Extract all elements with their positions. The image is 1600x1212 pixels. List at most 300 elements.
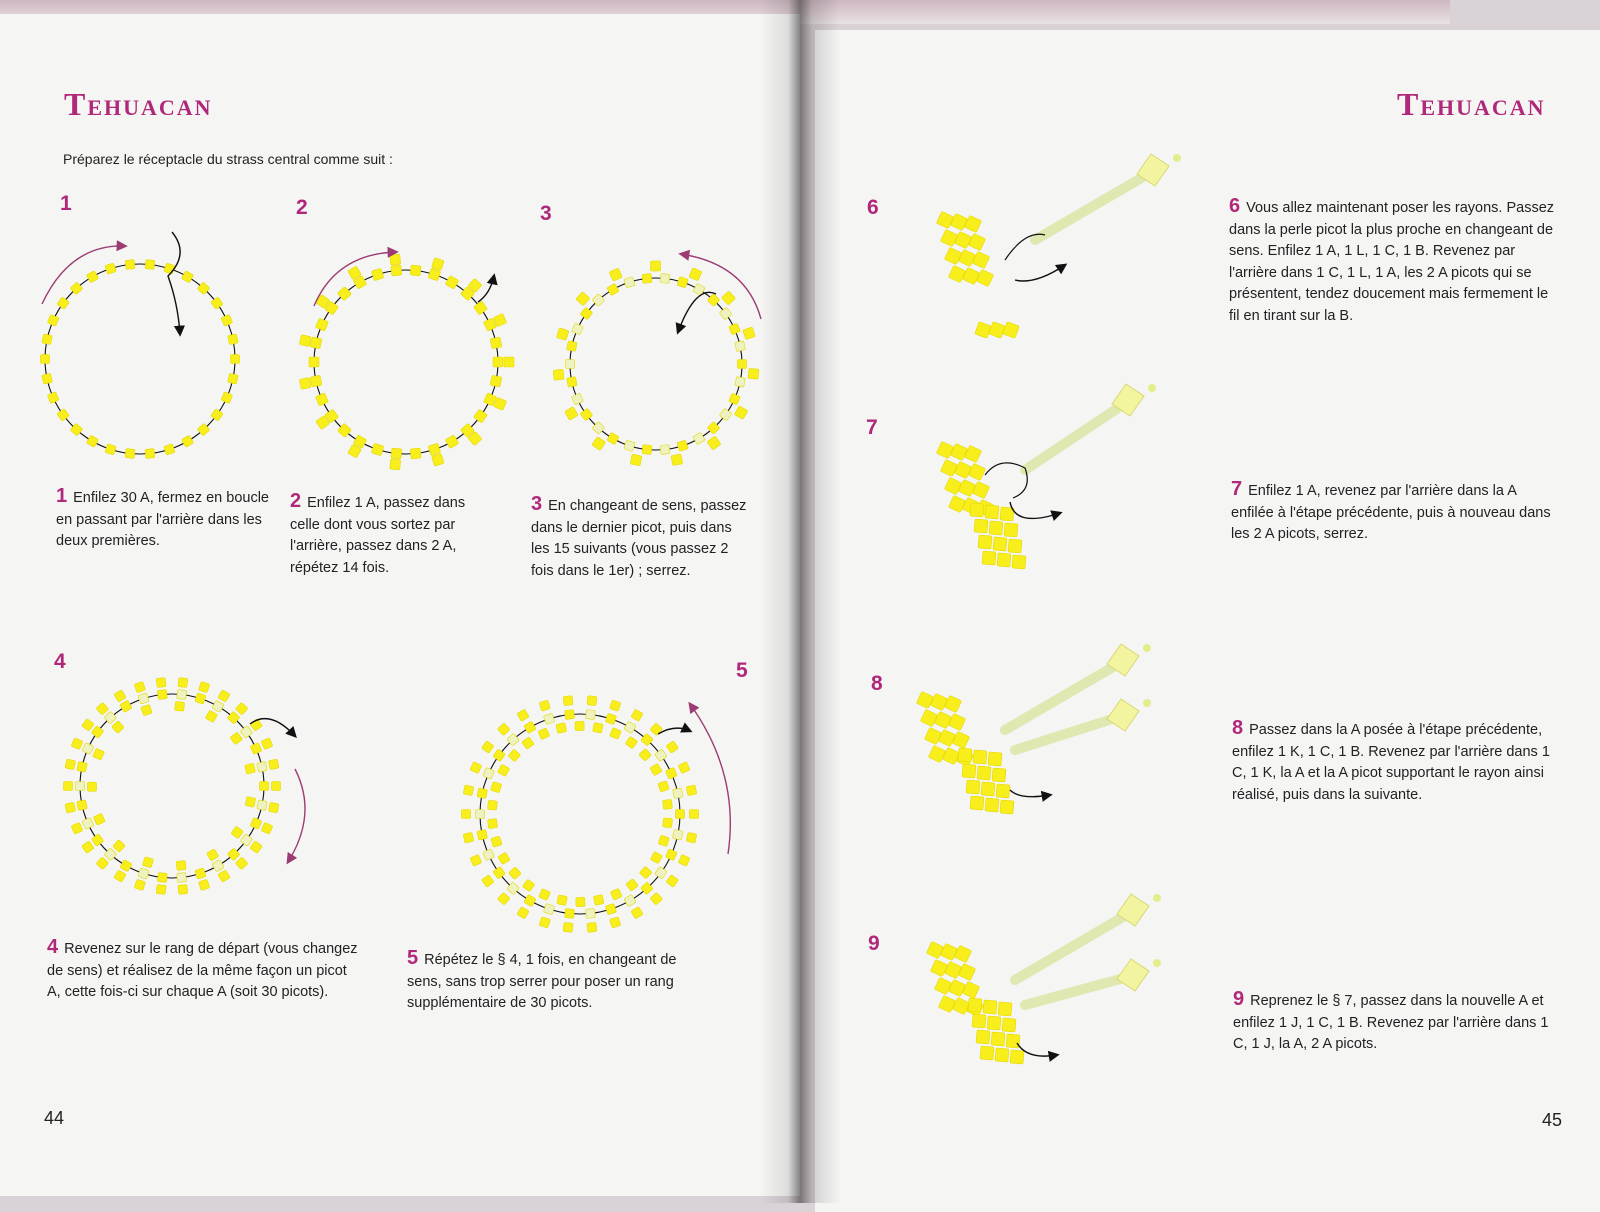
bead: [962, 764, 976, 778]
bead: [928, 745, 945, 762]
bead: [164, 263, 175, 274]
bead: [105, 263, 116, 274]
bead: [565, 909, 575, 919]
bead: [666, 875, 679, 888]
bead: [592, 437, 606, 451]
bead: [556, 723, 567, 734]
bead: [268, 802, 279, 813]
bead: [650, 763, 662, 775]
bead: [195, 693, 206, 704]
caption-number: 2: [290, 490, 302, 512]
bead: [593, 723, 604, 734]
bead: [655, 749, 668, 762]
bead: [642, 445, 652, 455]
bead: [177, 873, 187, 883]
bead: [42, 334, 53, 345]
caption-text: Répétez le § 4, 1 fois, en changeant de sens, sans trop serrer pour poser un rang supplémentaire de 30 picots.: [407, 952, 677, 1011]
bead: [522, 737, 535, 750]
bead: [391, 448, 402, 459]
bead: [743, 327, 756, 340]
bead: [658, 781, 669, 792]
bead: [71, 822, 83, 834]
bead: [605, 713, 616, 724]
bead: [260, 782, 269, 791]
bead: [689, 268, 702, 281]
bead: [930, 693, 947, 710]
bead: [563, 922, 573, 932]
bead: [735, 341, 746, 352]
bead: [642, 274, 652, 284]
bead: [205, 710, 217, 722]
bead: [212, 860, 224, 872]
figure-label-3: 3: [540, 202, 552, 225]
bead: [734, 406, 748, 420]
bead: [250, 743, 262, 755]
bead: [138, 868, 149, 879]
bead: [114, 870, 126, 882]
bead: [231, 826, 244, 839]
bead: [976, 1030, 990, 1044]
bead: [91, 834, 104, 847]
bead: [228, 373, 239, 384]
bead: [176, 860, 186, 870]
bead: [77, 800, 88, 811]
caption-text: Enfilez 1 A, revenez par l'arrière dans la A enfilée à l'étape précédente, puis à nouveau dans les 2 A picots, serrez.: [1231, 483, 1551, 542]
bead: [557, 895, 568, 906]
bead: [82, 841, 95, 854]
bead: [663, 818, 673, 828]
bead: [924, 727, 941, 744]
thread-arrow: [1010, 790, 1050, 797]
diagram-step-5: [440, 674, 750, 954]
bead: [950, 443, 967, 460]
bead: [93, 813, 105, 825]
bead: [631, 907, 643, 919]
bead: [729, 323, 741, 335]
bead: [157, 873, 167, 883]
figure-label-8: 8: [871, 672, 883, 695]
bead: [950, 213, 967, 230]
bead: [972, 1014, 986, 1028]
bead: [315, 318, 328, 331]
bead: [997, 553, 1011, 567]
bead: [490, 337, 502, 349]
bead: [651, 261, 661, 271]
bead: [624, 440, 635, 451]
bead: [42, 373, 53, 384]
caption-number: 5: [407, 947, 419, 969]
bead: [686, 832, 697, 843]
end-bead: [1173, 154, 1181, 162]
bead: [944, 477, 961, 494]
bead: [983, 1000, 997, 1014]
bead: [952, 997, 969, 1014]
bead: [721, 291, 735, 305]
thread-arrow: [1015, 265, 1065, 281]
bead: [82, 743, 94, 755]
bead: [954, 231, 971, 248]
bead: [145, 449, 155, 459]
bead: [970, 796, 984, 810]
bead: [991, 1032, 1005, 1046]
bead: [145, 260, 155, 270]
caption-step-5: [407, 948, 712, 1015]
bead: [93, 748, 105, 760]
bead: [610, 917, 621, 928]
bead: [86, 435, 98, 447]
caption-step-3: [531, 494, 753, 582]
bead: [250, 841, 263, 854]
bead: [655, 866, 668, 879]
caption-text: Enfilez 30 A, fermez en boucle en passant par l'arrière dans les deux premières.: [56, 490, 269, 549]
bead: [57, 297, 70, 310]
ray-beads: [1015, 910, 1135, 980]
diagram-step-4: [50, 664, 340, 924]
bead: [964, 215, 981, 232]
bead: [493, 749, 506, 762]
bead: [575, 721, 584, 730]
bead: [470, 854, 482, 866]
bead: [268, 759, 279, 770]
bead: [261, 738, 273, 750]
bead: [666, 741, 679, 754]
caption-number: 7: [1231, 478, 1243, 500]
bead: [470, 762, 482, 774]
diagram-step-6: [915, 110, 1205, 340]
bead: [240, 834, 253, 847]
bead: [631, 709, 643, 721]
bead: [938, 729, 955, 746]
thread-arrow: [658, 728, 690, 734]
bead: [428, 268, 441, 281]
bead: [630, 454, 642, 466]
bead: [257, 762, 268, 773]
bead: [240, 726, 253, 739]
end-bead: [1153, 894, 1161, 902]
bead: [47, 392, 59, 404]
bead: [105, 444, 116, 455]
ray-beads: [1025, 400, 1130, 470]
bead: [491, 782, 502, 793]
bead: [156, 884, 166, 894]
bead: [211, 409, 224, 422]
left-page-title: Tehuacan: [64, 86, 213, 122]
bead: [936, 441, 953, 458]
bead: [972, 481, 989, 498]
bead: [944, 961, 961, 978]
bead: [299, 335, 311, 347]
bead: [677, 440, 688, 451]
bead: [660, 445, 670, 455]
bead: [175, 701, 185, 711]
bead: [958, 748, 972, 762]
bead: [497, 764, 509, 776]
bead: [309, 357, 319, 367]
bead: [221, 392, 233, 404]
bead: [566, 360, 575, 369]
caption-step-7: [1231, 479, 1561, 546]
direction-arrow: [690, 704, 730, 854]
bead: [556, 328, 569, 341]
bead: [587, 696, 597, 706]
bead: [626, 879, 639, 892]
bead: [493, 357, 503, 367]
bead: [565, 407, 579, 421]
bead: [989, 521, 1003, 535]
bead: [177, 690, 187, 700]
bead: [934, 977, 951, 994]
bead: [563, 696, 573, 706]
bead: [178, 884, 188, 894]
bead: [473, 409, 487, 423]
figure-label-4: 4: [54, 650, 66, 673]
bead: [609, 268, 622, 281]
bead: [211, 297, 224, 310]
bead: [650, 852, 662, 864]
bead: [690, 810, 699, 819]
bead: [517, 907, 529, 919]
bead: [1000, 800, 1014, 814]
caption-number: 3: [531, 493, 543, 515]
caption-number: 9: [1233, 988, 1245, 1010]
bead: [299, 377, 311, 389]
right-page-title: Tehuacan: [1397, 86, 1546, 122]
bead: [975, 322, 992, 339]
bead: [64, 782, 73, 791]
bead: [748, 368, 759, 379]
bead: [625, 736, 638, 749]
bead: [230, 732, 243, 745]
thread-arrow: [168, 232, 180, 334]
bead: [586, 909, 596, 919]
bead: [524, 721, 536, 733]
caption-text: Enfilez 1 A, passez dans celle dont vous sortez par l'arrière, passez dans 2 A, répétez 14 fois.: [290, 495, 466, 576]
bead: [639, 748, 652, 761]
bead: [962, 267, 979, 284]
bead: [719, 307, 732, 320]
bead: [976, 269, 993, 286]
caption-step-8: [1232, 718, 1560, 806]
bead: [989, 322, 1006, 339]
bead: [610, 700, 621, 711]
bead: [138, 693, 149, 704]
bead: [315, 393, 328, 406]
end-bead: [1148, 384, 1156, 392]
bead: [497, 723, 510, 736]
bead: [958, 249, 975, 266]
bead: [245, 763, 256, 774]
bead: [195, 868, 206, 879]
figure-label-6: 6: [867, 196, 879, 219]
bead: [693, 432, 705, 444]
diagram-step-9: [905, 865, 1215, 1095]
bead: [522, 879, 535, 892]
bead: [916, 691, 933, 708]
bead: [82, 719, 95, 732]
bead: [524, 894, 536, 906]
bead: [198, 879, 209, 890]
bead: [481, 875, 494, 888]
bead: [972, 251, 989, 268]
left-page: [0, 14, 800, 1196]
caption-step-2: [290, 491, 490, 579]
bead: [650, 892, 663, 905]
bead: [553, 369, 564, 380]
bead: [987, 1016, 1001, 1030]
bead: [610, 888, 622, 900]
intro-text: Préparez le réceptacle du strass central comme suit :: [63, 151, 393, 167]
bead: [539, 889, 551, 901]
bead: [483, 849, 495, 861]
caption-step-4: [47, 937, 362, 1004]
bead: [57, 409, 70, 422]
figure-label-5: 5: [736, 659, 748, 682]
bead: [432, 258, 445, 271]
bead: [948, 265, 965, 282]
bead: [543, 713, 554, 724]
bead: [607, 283, 619, 295]
direction-arrow: [42, 246, 125, 304]
bead: [988, 752, 1002, 766]
bead: [974, 519, 988, 533]
bead: [958, 479, 975, 496]
bead: [587, 922, 597, 932]
bead: [672, 788, 683, 799]
bead: [686, 785, 697, 796]
bead: [593, 895, 604, 906]
bead: [942, 747, 959, 764]
bead: [940, 229, 957, 246]
bead: [980, 1046, 994, 1060]
bead: [508, 749, 521, 762]
bead: [125, 449, 135, 459]
bead: [930, 959, 947, 976]
bead: [944, 247, 961, 264]
bead: [410, 265, 421, 276]
bead: [605, 903, 616, 914]
bead: [157, 690, 167, 700]
bead: [1006, 1034, 1020, 1048]
figure-label-1: 1: [60, 192, 72, 215]
bead: [948, 495, 965, 512]
bead: [96, 857, 109, 870]
bead: [82, 817, 94, 829]
bead: [257, 800, 268, 811]
bead: [391, 265, 402, 276]
bead: [272, 782, 281, 791]
direction-arrow: [288, 769, 305, 862]
thread-arrow: [478, 276, 494, 302]
bead: [491, 836, 502, 847]
bead: [181, 271, 193, 283]
bead: [371, 443, 384, 456]
bead: [120, 700, 132, 712]
bead: [672, 829, 683, 840]
bead: [538, 728, 550, 740]
bead: [658, 835, 669, 846]
bead: [221, 314, 233, 326]
bead: [114, 690, 126, 702]
bead: [576, 897, 585, 906]
bead: [985, 505, 999, 519]
bead: [539, 917, 550, 928]
crystal-bead: [1107, 699, 1139, 731]
bead: [962, 981, 979, 998]
bead: [120, 860, 132, 872]
bead: [509, 867, 522, 880]
bead: [678, 762, 690, 774]
bead: [968, 463, 985, 480]
bead: [371, 268, 384, 281]
bead: [490, 375, 502, 387]
figure-label-9: 9: [868, 932, 880, 955]
bead: [498, 852, 510, 864]
bead: [76, 782, 85, 791]
bead: [580, 307, 593, 320]
bead: [164, 444, 175, 455]
bead: [954, 461, 971, 478]
bead: [86, 271, 98, 283]
bead: [982, 551, 996, 565]
bead: [966, 780, 980, 794]
bead: [981, 782, 995, 796]
bead: [970, 503, 984, 517]
bead: [676, 810, 685, 819]
bead: [428, 443, 441, 456]
bead: [677, 277, 688, 288]
bead: [639, 866, 652, 879]
bead: [113, 840, 126, 853]
bead: [212, 700, 224, 712]
bead: [228, 334, 239, 345]
bead: [571, 323, 583, 335]
bead: [624, 894, 636, 906]
end-bead: [1153, 959, 1161, 967]
caption-number: 1: [56, 485, 68, 507]
bead: [134, 879, 145, 890]
bead: [926, 941, 943, 958]
bead: [250, 817, 262, 829]
bead: [567, 341, 578, 352]
bead: [993, 537, 1007, 551]
bead: [964, 445, 981, 462]
bead: [410, 448, 421, 459]
bead: [112, 721, 125, 734]
right-page: [815, 30, 1600, 1212]
bead: [968, 998, 982, 1012]
bead: [77, 762, 88, 773]
bead: [1008, 539, 1022, 553]
bead: [71, 738, 83, 750]
bead: [586, 710, 596, 720]
thread-arrow: [1010, 502, 1060, 518]
bead: [660, 274, 670, 284]
bead: [493, 866, 506, 879]
bead: [624, 277, 635, 288]
bead: [125, 260, 135, 270]
bead: [261, 822, 273, 834]
bead: [235, 857, 248, 870]
caption-text: En changeant de sens, passez dans le dernier picot, puis dans les 15 suivants (vous passez 2 fois dans le 1er) ; serrez.: [531, 498, 747, 579]
bead: [944, 695, 961, 712]
bead: [998, 1002, 1012, 1016]
bead: [571, 393, 583, 405]
bead: [665, 767, 677, 779]
bead: [663, 799, 673, 809]
ray-beads: [1035, 170, 1155, 240]
caption-step-1: [56, 486, 284, 553]
end-bead: [1143, 644, 1151, 652]
